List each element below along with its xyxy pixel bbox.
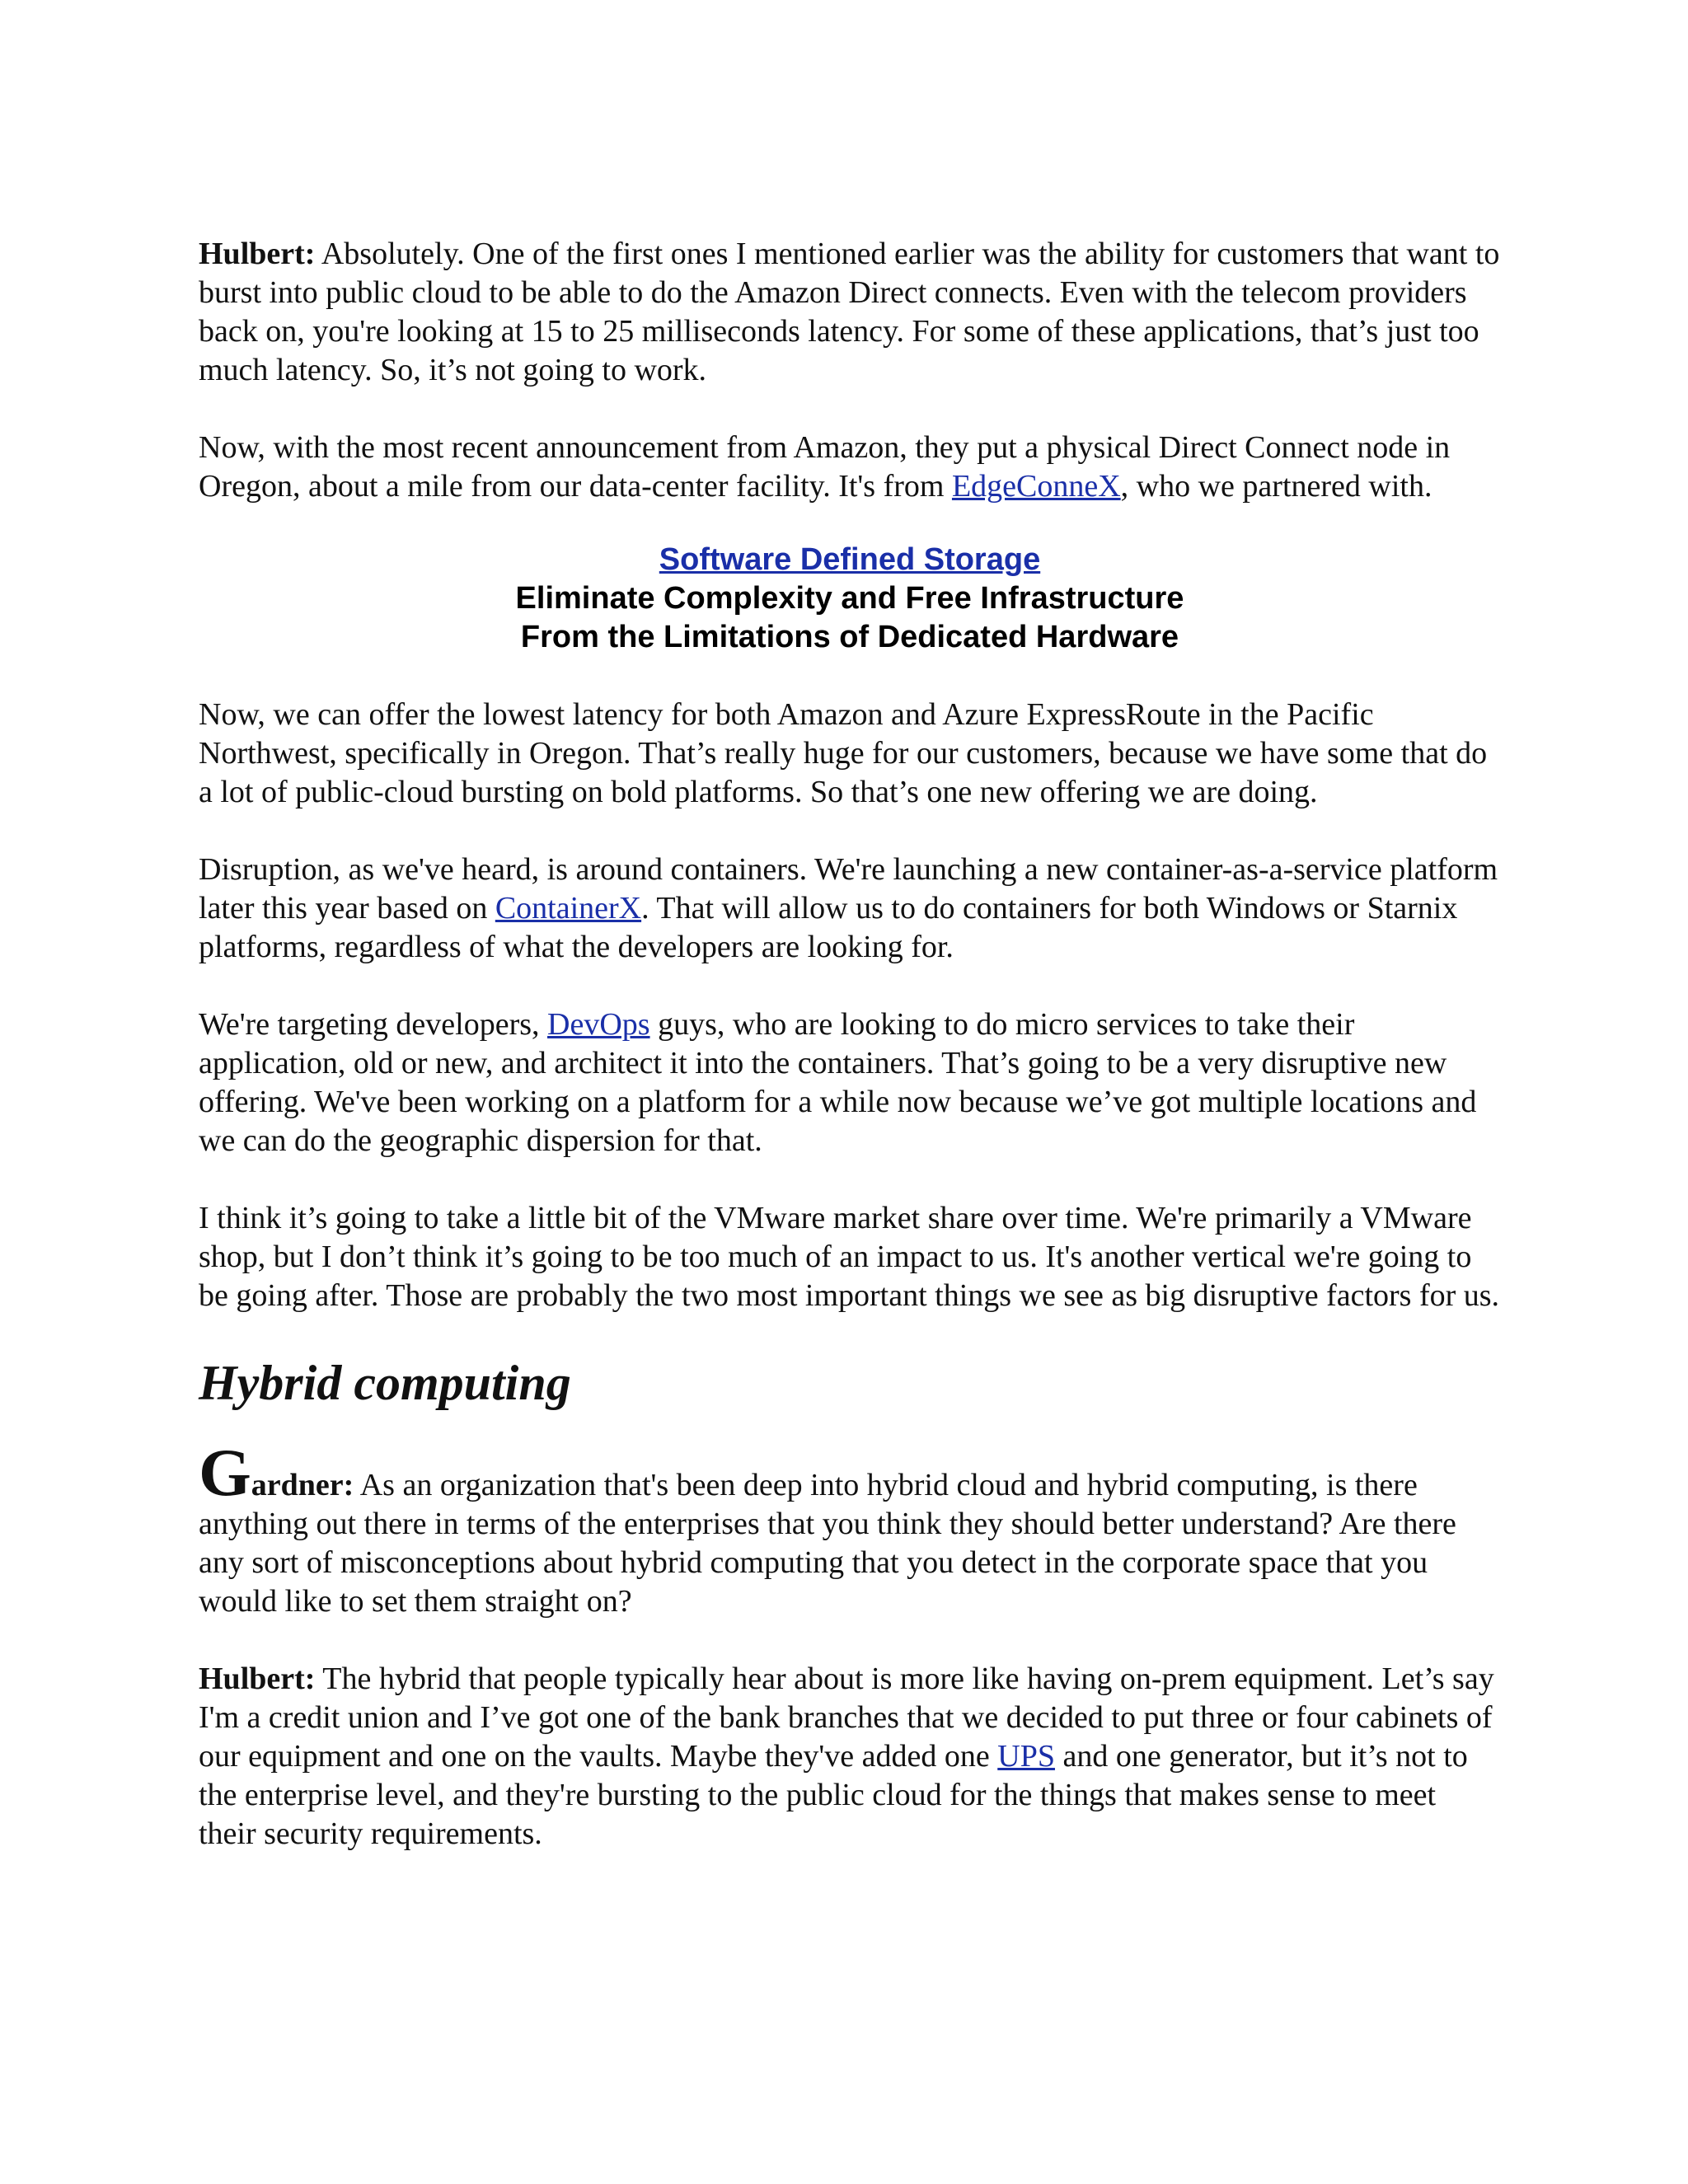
paragraph-text: Now, we can offer the lowest latency for both Amazon and Azure ExpressRoute in the Pacific Northwest, specifically in Oregon. That’s really huge for our customers, because we have some that do a lot of public-cloud bursting on bold platforms. So that’s one new offering we are doing. — [199, 697, 1488, 809]
paragraph-text: The hybrid that people typically hear about is more like having on-prem equipment. Let’s say I'm a credit union and I’ve got one of the bank branches that we decided to put three or four cabinets of our equipment and one on the vaults. Maybe they've added one — [199, 1661, 1494, 1774]
devops-link[interactable]: DevOps — [547, 1007, 650, 1042]
paragraph-text: Absolutely. One of the first ones I mentioned earlier was the ability for customers that want to burst into public cloud to be able to do the Amazon Direct connects. Even with the telecom providers back on, you're looking at 15 to 25 milliseconds latency. For some of these applications, that’s just too much latency. So, it’s not going to work. — [199, 237, 1500, 387]
paragraph-containers — [199, 851, 1501, 967]
paragraph-text: We're targeting developers, — [199, 1007, 548, 1042]
speaker-label: ardner: — [251, 1468, 354, 1502]
paragraph-text: As an organization that's been deep into hybrid cloud and hybrid computing, is there anything out there in terms of the enterprises that you think they should better understand? Are there any sort of misconceptions about hybrid computing that you detect in the corporate space that you would like to set them straight on? — [199, 1468, 1456, 1619]
paragraph-direct-connect — [199, 429, 1501, 506]
paragraph-text: , who we partnered with. — [1120, 469, 1432, 504]
section-heading: Hybrid computing — [199, 1356, 571, 1410]
drop-cap: G — [199, 1435, 251, 1510]
paragraph-text: Now, with the most recent announcement from Amazon, they put a physical Direct Connect node in Oregon, about a mile from our data-center facility. It's from — [199, 430, 1451, 504]
paragraph-hulbert-1 — [199, 235, 1501, 390]
paragraph-devops — [199, 1005, 1501, 1160]
promo-block — [199, 541, 1501, 657]
edgeconnex-link[interactable]: EdgeConneX — [951, 469, 1121, 504]
paragraph-text: Disruption, as we've heard, is around containers. We're launching a new container-as-a-service platform later this year based on — [199, 852, 1498, 926]
paragraph-text: . That will allow us to do containers for both Windows or Starnix platforms, regardless of what the developers are looking for. — [199, 891, 1458, 964]
paragraph-text: guys, who are looking to do micro services to take their application, old or new, and architect it into the containers. That’s going to be a very disruptive new offering. We've been working on a platform for a while now because we’ve got multiple locations and we can do the geographic dispersion for that. — [199, 1007, 1477, 1158]
paragraph-text: I think it’s going to take a little bit of the VMware market share over time. We're primarily a VMware shop, but I don’t think it’s going to be too much of an impact to us. It's another vertical we're going to be going after. Those are probably the two most important things we see as big disruptive factors for us. — [199, 1201, 1500, 1313]
promo-line-1: Eliminate Complexity and Free Infrastructure — [515, 581, 1184, 616]
containerx-link[interactable]: ContainerX — [495, 891, 642, 926]
paragraph-gardner — [199, 1435, 1501, 1621]
article-body — [199, 235, 1501, 1892]
paragraph-hulbert-2 — [199, 1660, 1501, 1854]
paragraph-latency — [199, 696, 1501, 812]
ups-link[interactable]: UPS — [997, 1739, 1055, 1774]
paragraph-vmware — [199, 1199, 1501, 1315]
speaker-label: Hulbert: — [199, 1661, 316, 1696]
paragraph-text: and one generator, but it’s not to the enterprise level, and they're bursting to the public cloud for the things that makes sense to meet their security requirements. — [199, 1739, 1468, 1851]
speaker-label: Hulbert: — [199, 237, 316, 271]
promo-line-2: From the Limitations of Dedicated Hardware — [520, 620, 1179, 654]
software-defined-storage-link[interactable]: Software Defined Storage — [659, 542, 1041, 577]
